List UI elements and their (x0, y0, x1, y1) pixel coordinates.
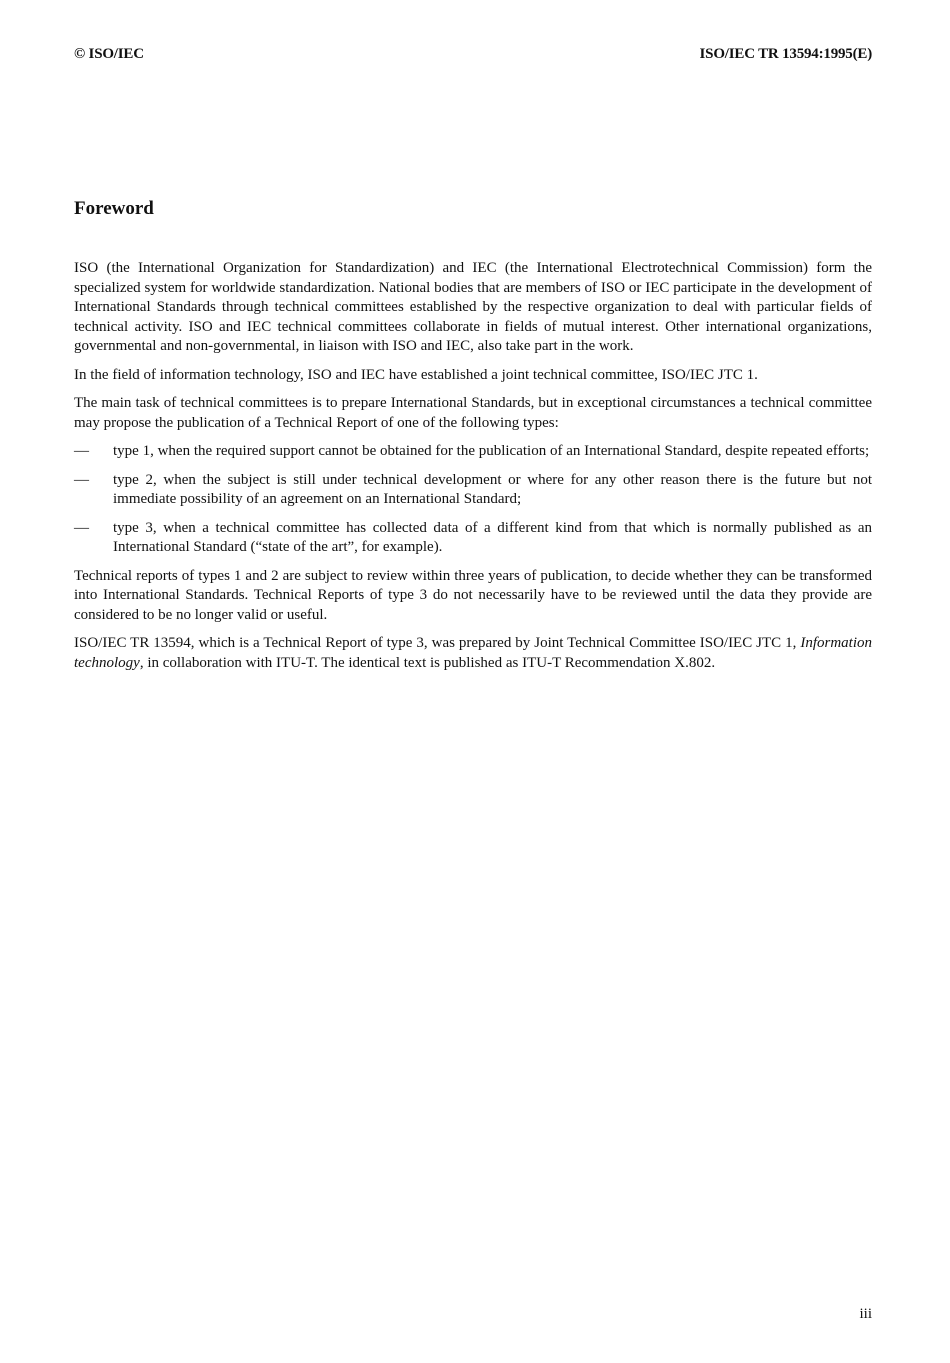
paragraph-joint-committee: In the field of information technology, ISO and IEC have established a joint technical committee, ISO/IEC JTC 1. (74, 366, 758, 383)
list-item-text: type 3, when a technical committee has collected data of a different kind from that which is normally published as an International Standard (“state of the art”, for example). (113, 519, 872, 555)
paragraph-main-task: The main task of technical committees is to prepare International Standards, but in exceptional circumstances a technical committee may propose the publication of a Technical Report of one of the following types: (74, 395, 872, 431)
preparation-text-end: , in collaboration with ITU-T. The identical text is published as ITU-T Recommendation X.802. (139, 654, 716, 671)
paragraph-review: Technical reports of types 1 and 2 are subject to review within three years of publication, to decide whether they can be transformed into International Standards. Technical Reports of type 3 do not necessarily have to be reviewed until the data they provide are considered to be no longer valid or useful. (74, 567, 872, 623)
list-item (74, 442, 872, 462)
list-item-text: type 2, when the subject is still under technical development or where for any other reason there is the future but not immediate possibility of an agreement on an International Standard; (113, 471, 872, 507)
list-item-text: type 1, when the required support cannot be obtained for the publication of an International Standard, despite repeated efforts; (113, 443, 870, 459)
report-types-list (74, 442, 872, 558)
dash-bullet: — (74, 471, 89, 488)
list-item (74, 519, 872, 558)
committee-title: Information technology (74, 635, 872, 671)
foreword-body (74, 259, 872, 682)
header-document-id: ISO/IEC TR 13594:1995(E) (699, 46, 872, 62)
dash-bullet: — (74, 443, 89, 459)
paragraph-preparation (74, 634, 872, 673)
dash-bullet: — (74, 519, 89, 536)
header-copyright: © ISO/IEC (74, 46, 144, 62)
preparation-text-start: ISO/IEC TR 13594, which is a Technical Report of type 3, was prepared by Joint Technical Committee ISO/IEC JTC 1, (74, 635, 801, 651)
page-number: iii (859, 1306, 872, 1322)
paragraph-iso-iec-system: ISO (the International Organization for Standardization) and IEC (the International Electrotechnical Commission) form the specialized system for worldwide standardization. National bodies that are members of ISO or IEC participate in the development of International Standards through technical committees established by the respective organization to deal with particular fields of technical activity. ISO and IEC technical committees collaborate in fields of mutual interest. Other international organizations, governmental and non-governmental, in liaison with ISO and IEC, also take part in the work. (74, 260, 872, 354)
page-title: Foreword (74, 198, 154, 219)
list-item (74, 471, 872, 510)
